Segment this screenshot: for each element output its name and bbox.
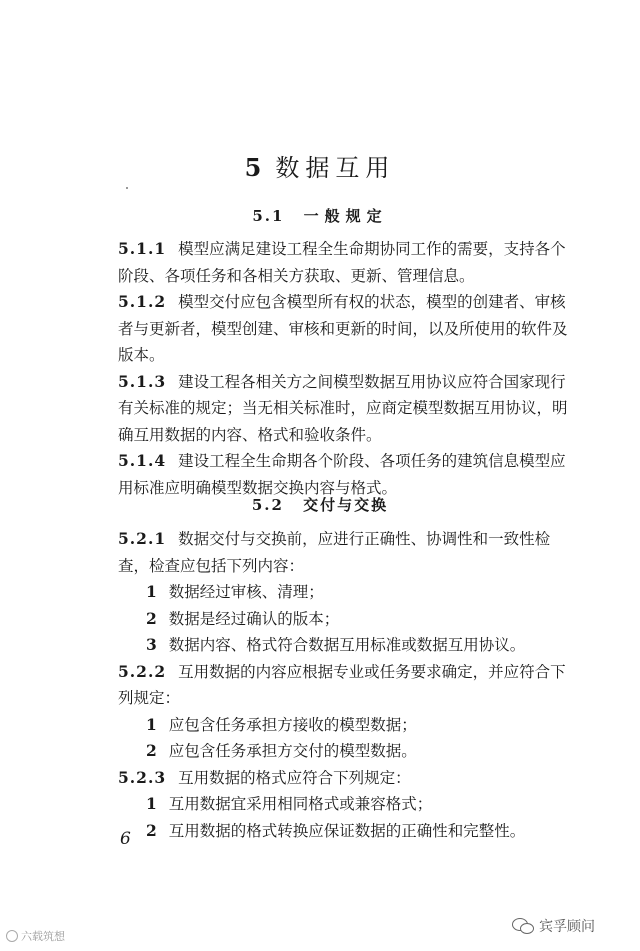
list-item xyxy=(118,632,580,659)
section-heading-5-2 xyxy=(0,494,640,515)
logo-icon xyxy=(6,930,18,942)
item-text: 应包含任务承担方接收的模型数据； xyxy=(168,715,417,734)
section-heading-5-1 xyxy=(0,205,640,226)
item-number: 1 xyxy=(146,582,157,601)
item-text: 应包含任务承担方交付的模型数据。 xyxy=(168,742,417,760)
clause-number: 5.1.1 xyxy=(118,239,167,258)
clause-text: 互用数据的内容应根据专业或任务要求确定，并应符合下列规定： xyxy=(118,662,566,707)
chapter-title xyxy=(0,148,640,183)
clause-number: 5.1.3 xyxy=(118,371,167,391)
item-text: 数据内容、格式符合数据互用标准或数据互用协议。 xyxy=(168,636,526,654)
section-number: 5.1 xyxy=(252,207,285,225)
clause-text: 建设工程各相关方之间模型数据互用协议应符合国家现行有关标准的规定；当无相关标准时，应商定模型数据互用协议，明确互用数据的内容、格式和验收条件。 xyxy=(118,372,568,444)
item-text: 数据是经过确认的版本； xyxy=(168,609,340,628)
chapter-number: 5 xyxy=(244,153,262,182)
wechat-icon xyxy=(512,917,534,935)
clause-text: 模型应满足建设工程全生命期协同工作的需要，支持各个阶段、各项任务和各相关方获取、更新、管理信息。 xyxy=(118,240,566,285)
item-text: 互用数据宜采用相同格式或兼容格式； xyxy=(168,795,433,813)
item-number: 2 xyxy=(146,741,157,760)
list-item xyxy=(118,606,580,633)
clause-text: 建设工程全生命期各个阶段、各项任务的建筑信息模型应用标准应明确模型数据交换内容与格式。 xyxy=(118,452,566,497)
clause-number: 5.1.2 xyxy=(118,292,167,311)
list-item xyxy=(118,738,580,765)
section-body-5-2 xyxy=(118,526,580,844)
watermark-left-text: 六载筑想 xyxy=(21,930,65,943)
watermark-right-text: 宾孚顾问 xyxy=(539,919,595,935)
list-item xyxy=(118,579,580,606)
clause-number: 5.2.1 xyxy=(118,529,167,548)
clause-number: 5.1.4 xyxy=(118,451,167,470)
item-number: 1 xyxy=(146,714,157,734)
chapter-title-text: 数据互用 xyxy=(275,154,396,182)
item-text: 数据经过审核、清理； xyxy=(168,583,324,601)
section-title: 一般规定 xyxy=(303,207,388,225)
clause-5-2-3 xyxy=(118,765,580,792)
clause-5-1-3 xyxy=(118,369,580,449)
clause-number: 5.2.2 xyxy=(118,661,167,681)
section-body-5-1 xyxy=(118,236,580,501)
section-number: 5.2 xyxy=(251,496,284,514)
section-title: 交付与交换 xyxy=(303,496,389,514)
clause-5-2-1 xyxy=(118,526,580,579)
watermark-right xyxy=(512,916,595,936)
clause-5-1-1 xyxy=(118,236,580,289)
page-number: 6 xyxy=(120,829,131,849)
item-text: 互用数据的格式转换应保证数据的正确性和完整性。 xyxy=(168,821,526,840)
list-item xyxy=(118,791,580,818)
clause-text: 模型交付应包含模型所有权的状态，模型的创建者、审核者与更新者，模型创建、审核和更新的时间，以及所使用的软件及版本。 xyxy=(118,293,568,364)
clause-5-1-2 xyxy=(118,289,580,369)
clause-number: 5.2.3 xyxy=(118,767,167,787)
list-item xyxy=(118,818,580,845)
scan-speck xyxy=(126,187,128,189)
item-number: 1 xyxy=(146,794,157,813)
clause-5-2-2 xyxy=(118,659,580,712)
clause-text: 数据交付与交换前，应进行正确性、协调性和一致性检查，检查应包括下列内容： xyxy=(118,530,551,575)
item-number: 2 xyxy=(146,608,157,628)
list-item xyxy=(118,712,580,739)
item-number: 2 xyxy=(146,820,157,840)
watermark-left xyxy=(6,928,65,944)
clause-text: 互用数据的格式应符合下列规定： xyxy=(178,768,411,787)
item-number: 3 xyxy=(146,635,157,654)
